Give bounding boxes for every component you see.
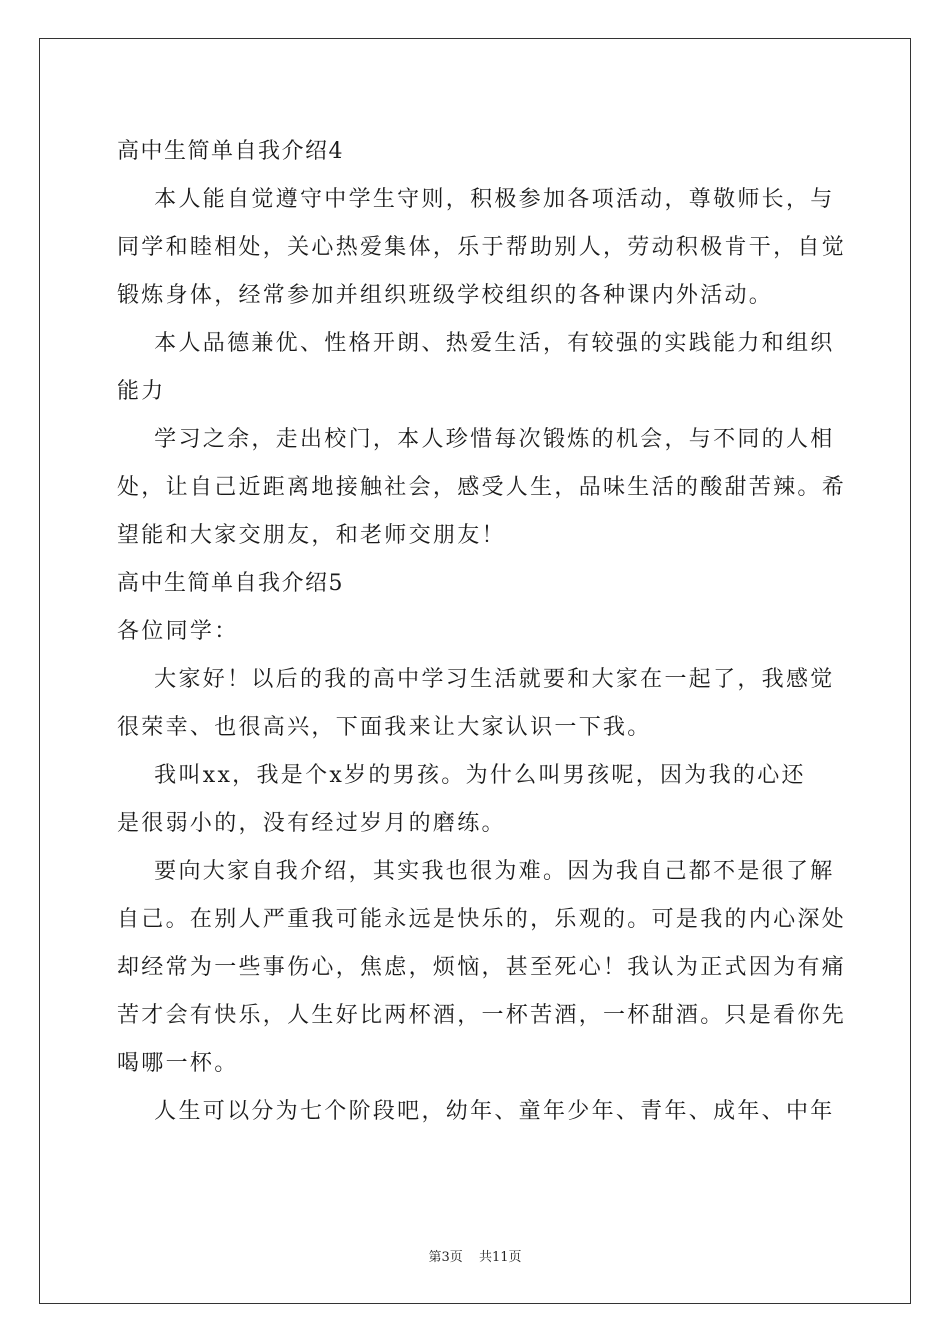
paragraph-line: 我叫xx，我是个x岁的男孩。为什么叫男孩呢，因为我的心还 [117,763,806,788]
paragraph-line: 要向大家自我介绍，其实我也很为难。因为我自己都不是很了解 [117,859,835,884]
paragraph-line: 苦才会有快乐，人生好比两杯酒，一杯苦酒，一杯甜酒。只是看你先 [117,1003,847,1028]
paragraph-line: 学习之余，走出校门，本人珍惜每次锻炼的机会，与不同的人相 [117,427,835,452]
page-total: 共11页 [478,1250,522,1265]
paragraph-line: 很荣幸、也很高兴，下面我来让大家认识一下我。 [117,715,652,740]
salutation-line: 各位同学： [117,619,239,644]
paragraph-line: 处，让自己近距离地接触社会，感受人生，品味生活的酸甜苦辣。希 [117,475,847,500]
paragraph-line: 人生可以分为七个阶段吧，幼年、童年少年、青年、成年、中年 [117,1099,835,1124]
paragraph-line: 是很弱小的，没有经过岁月的磨练。 [117,811,506,836]
paragraph-line: 望能和大家交朋友，和老师交朋友！ [117,523,506,548]
paragraph-line: 本人品德兼优、性格开朗、热爱生活，有较强的实践能力和组织 [117,331,835,356]
page-number: 第3页 [428,1250,463,1265]
paragraph-line: 同学和睦相处，关心热爱集体，乐于帮助别人，劳动积极肯干，自觉 [117,235,847,260]
paragraph-line: 锻炼身体，经常参加并组织班级学校组织的各种课内外活动。 [117,283,774,308]
paragraph-line: 本人能自觉遵守中学生守则，积极参加各项活动，尊敬师长，与 [117,187,835,212]
section-heading: 高中生简单自我介绍5 [117,571,344,596]
paragraph-line: 大家好！以后的我的高中学习生活就要和大家在一起了，我感觉 [117,667,835,692]
section-heading: 高中生简单自我介绍4 [117,139,344,164]
paragraph-line: 却经常为一些事伤心，焦虑，烦恼，甚至死心！我认为正式因为有痛 [117,955,847,980]
paragraph-line: 自己。在别人严重我可能永远是快乐的，乐观的。可是我的内心深处 [117,907,847,932]
document-body [117,128,847,1136]
paragraph-line: 能力 [117,379,166,404]
page-footer [0,1246,950,1265]
paragraph-line: 喝哪一杯。 [117,1051,239,1076]
